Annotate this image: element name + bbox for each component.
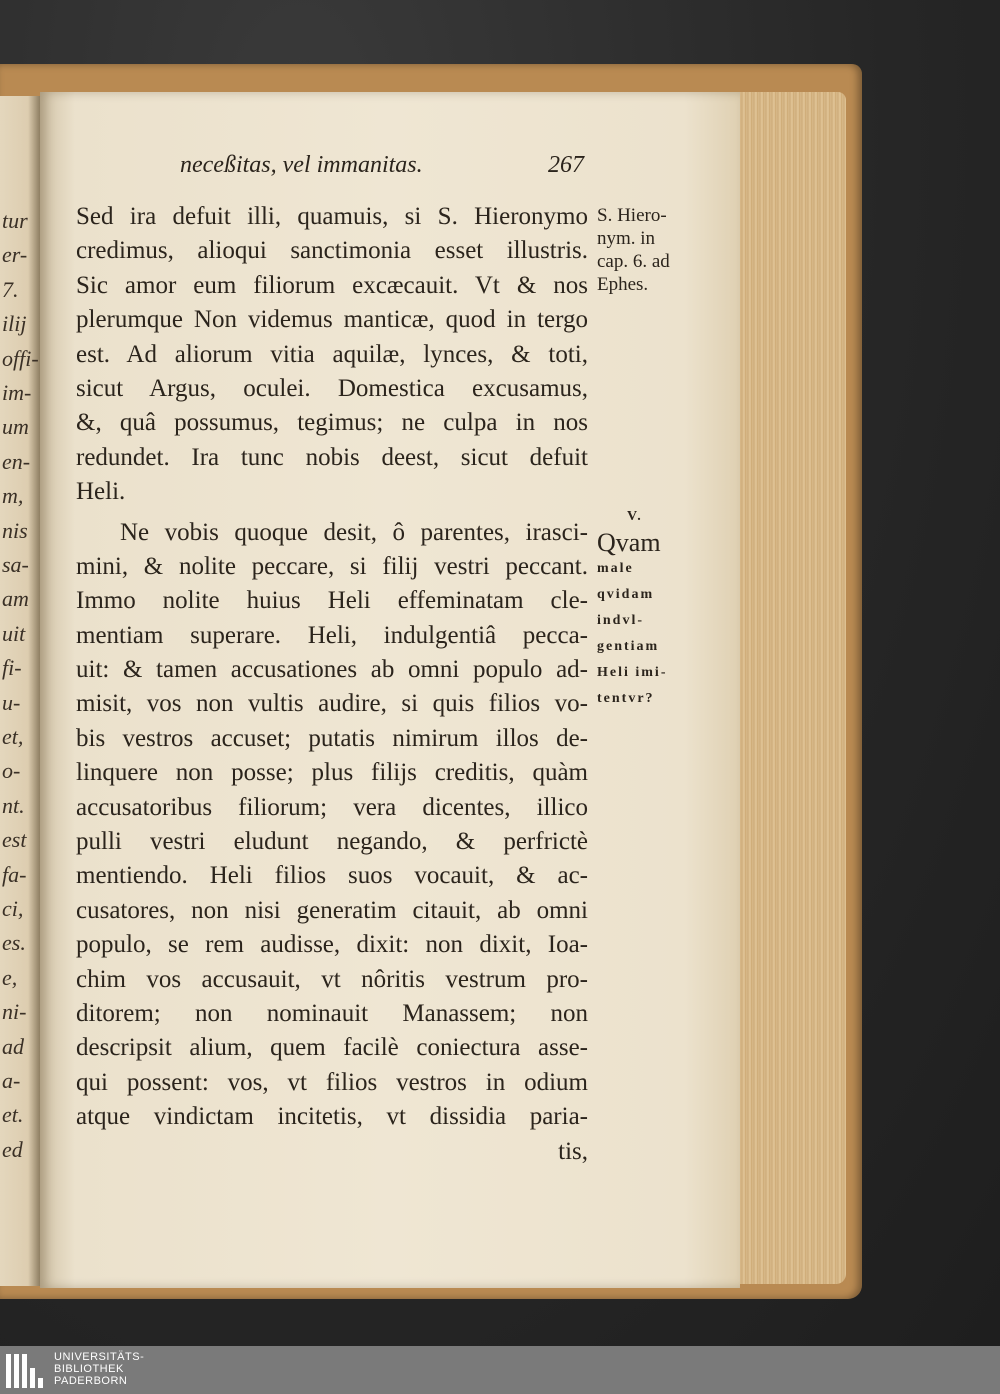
- margin-note-line: tentvr?: [597, 691, 655, 706]
- margin-note-line: male: [597, 561, 634, 576]
- section-number: V.: [627, 509, 643, 524]
- facing-page-fragment: est: [2, 827, 27, 853]
- facing-page-fragment: ni-: [2, 999, 27, 1025]
- text-line: sicut Argus, oculei. Domestica excusamus,: [76, 374, 588, 402]
- text-line: ditorem; non nominauit Manassem; non: [76, 999, 588, 1027]
- text-line: credimus, alioqui sanctimonia esset illustris.: [76, 237, 588, 265]
- text-line: accusatoribus filiorum; vera dicentes, illico: [76, 793, 588, 821]
- margin-note-line: qvidam: [597, 587, 655, 602]
- facing-page-fragment: m,: [2, 483, 24, 509]
- facing-page-fragment: nt.: [2, 792, 25, 818]
- text-line: uit: & tamen accusationes ab omni populo ad-: [76, 656, 588, 684]
- facing-page-fragment: fi-: [2, 655, 22, 681]
- facing-page-edge: [0, 96, 40, 1286]
- text-line: pulli vestri eludunt negando, & perfrictè: [76, 828, 588, 856]
- catchword-line: tis,: [558, 1137, 588, 1165]
- text-line: cusatores, non nisi generatim citauit, ab omni: [76, 896, 588, 924]
- page-fore-edge: [734, 92, 846, 1284]
- facing-page-fragment: fa-: [2, 861, 27, 887]
- text-line: Immo nolite huius Heli effeminatam cle-: [76, 587, 588, 615]
- facing-page-fragment: nis: [2, 517, 28, 543]
- facing-page-fragment: u-: [2, 689, 21, 715]
- facing-page-fragment: 7.: [2, 276, 19, 302]
- facing-page-fragment: er-: [2, 242, 28, 268]
- library-name: UNIVERSITÄTS- BIBLIOTHEK PADERBORN: [54, 1351, 145, 1387]
- text-line: bis vestros accuset; putatis nimirum illos de-: [76, 724, 588, 752]
- text-line: Sic amor eum filiorum excæcauit. Vt & nos: [76, 271, 588, 299]
- facing-page-fragment: uit: [2, 620, 26, 646]
- text-line: redundet. Ira tunc nobis deest, sicut defuit: [76, 443, 588, 471]
- facing-page-fragment: et.: [2, 1102, 24, 1128]
- facing-page-fragment: am: [2, 586, 29, 612]
- margin-note-line: gentiam: [597, 639, 660, 654]
- text-line: descripsit alium, quem facilè coniectura asse-: [76, 1034, 588, 1062]
- facing-page-fragment: um: [2, 414, 29, 440]
- facing-page-fragment: et,: [2, 724, 24, 749]
- text-line: qui possent: vos, vt filios vestros in odium: [76, 1068, 588, 1096]
- page-number: 267: [548, 152, 584, 178]
- facing-page-fragment: ilij: [2, 311, 27, 337]
- text-line: chim vos accusauit, vt nôritis vestrum pro-: [76, 965, 588, 993]
- text-line: Heli.: [76, 478, 126, 506]
- margin-note-line: nym. in: [597, 228, 656, 249]
- facing-page-fragment: e,: [2, 964, 18, 990]
- text-line: &, quâ possumus, tegimus; ne culpa in nos: [76, 409, 588, 437]
- facing-page-fragment: es.: [2, 930, 26, 956]
- text-line: Ne vobis quoque desit, ô parentes, irasci-: [120, 518, 588, 546]
- facing-page-fragment: ci,: [2, 896, 24, 921]
- margin-note-line: S. Hiero-: [597, 205, 667, 226]
- facing-page-fragment: ed: [2, 1136, 23, 1162]
- margin-note-line: indvl-: [597, 613, 645, 628]
- facing-page-fragment: tur: [2, 208, 28, 233]
- margin-note-line: Ephes.: [597, 274, 649, 295]
- text-line: mini, & nolite peccare, si filij vestri peccant.: [76, 552, 588, 580]
- margin-note-line: Heli imi-: [597, 665, 668, 680]
- library-logo-icon: [6, 1354, 46, 1388]
- body-text: [76, 200, 588, 1169]
- text-line: plerumque Non videmus manticæ, quod in tergo: [76, 306, 588, 334]
- facing-page-fragment: sa-: [2, 552, 29, 577]
- text-line: linquere non posse; plus filijs creditis, quàm: [76, 759, 588, 787]
- margin-note-reference: [597, 204, 670, 296]
- facing-page-fragment: o-: [2, 758, 21, 784]
- facing-page-fragment: en-: [2, 448, 31, 474]
- text-line: populo, se rem audisse, dixit: non dixit, Ioa-: [76, 931, 588, 959]
- facing-page-fragment: im-: [2, 380, 32, 405]
- library-footer: [0, 1346, 1000, 1394]
- running-head: neceßitas, vel immanitas.: [180, 152, 423, 178]
- facing-page-fragment: ad: [2, 1033, 24, 1059]
- text-line: est. Ad aliorum vitia aquilæ, lynces, & toti,: [76, 340, 588, 368]
- text-line: Sed ira defuit illi, quamuis, si S. Hieronymo: [76, 203, 588, 230]
- text-line: atque vindictam incitetis, vt dissidia paria-: [76, 1103, 588, 1131]
- text-line: misit, vos non vultis audire, si quis filios vo-: [76, 690, 588, 718]
- facing-page-fragment: offi-: [2, 345, 39, 371]
- text-line: mentiendo. Heli filios suos vocauit, & ac-: [76, 862, 588, 890]
- margin-note-section: [597, 504, 668, 712]
- margin-note-line: Qvam: [597, 528, 661, 557]
- text-line: mentiam superare. Heli, indulgentiâ pecca-: [76, 621, 588, 649]
- facing-page-fragment: a-: [2, 1068, 21, 1093]
- margin-note-line: cap. 6. ad: [597, 251, 670, 272]
